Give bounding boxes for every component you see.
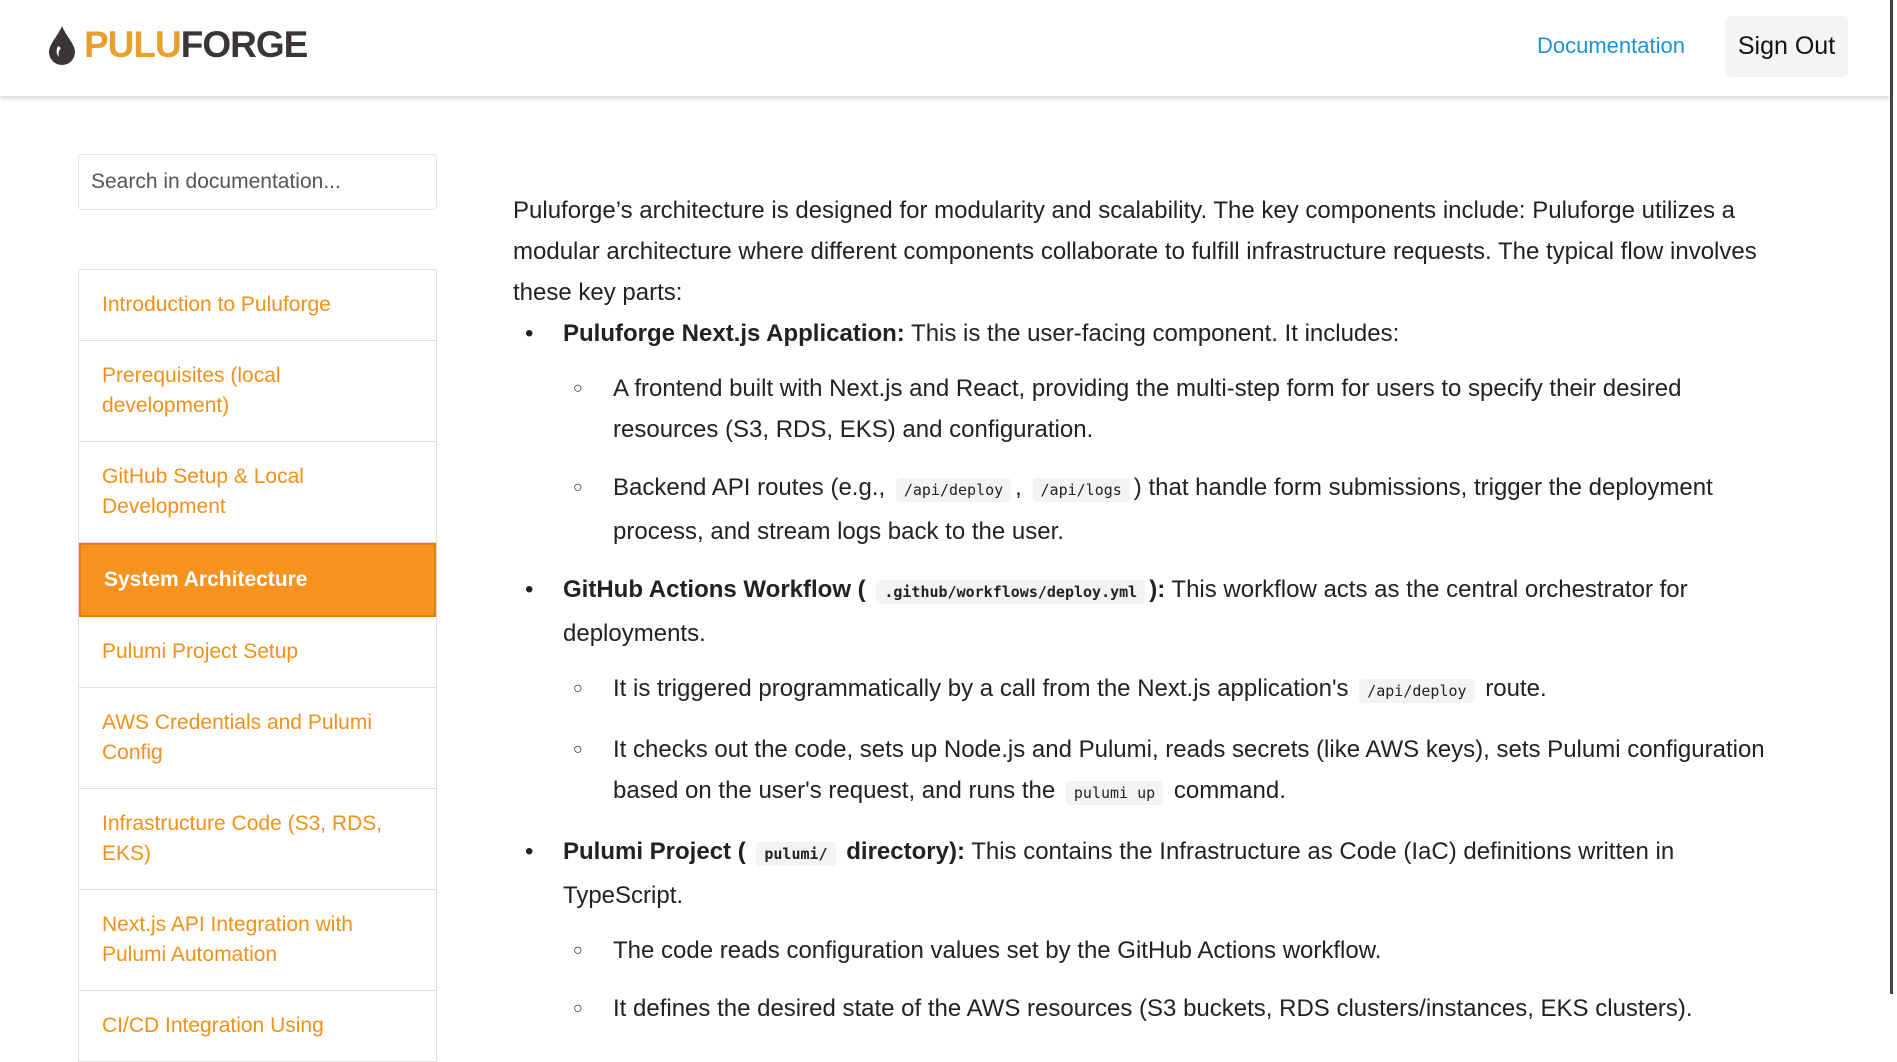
inline-code: /api/logs: [1033, 478, 1130, 502]
text: ):: [1149, 576, 1166, 603]
list-item: [563, 467, 1783, 552]
item-text: This workflow acts as the central orchestrator for deployments.: [563, 576, 1688, 647]
logo-text-pulu: PULU: [84, 24, 181, 65]
list-item: ○ The code reads configuration values set by the GitHub Actions workflow.: [563, 930, 1783, 971]
item-title: [563, 576, 1165, 603]
text: command.: [1173, 777, 1286, 804]
flame-drop-icon: [46, 24, 78, 66]
list-item: [513, 569, 1783, 814]
item-title: Puluforge Next.js Application:: [563, 320, 905, 347]
inline-code: pulumi up: [1066, 781, 1163, 805]
inline-code: pulumi/: [756, 842, 835, 866]
inline-code: .github/workflows/deploy.yml: [876, 580, 1145, 604]
text: GitHub Actions Workflow (: [563, 576, 866, 603]
item-title: [563, 838, 965, 865]
item-text: This is the user-facing component. It includes:: [904, 320, 1400, 347]
article-content: [513, 190, 1783, 1046]
sidebar-item-system-architecture[interactable]: System Architecture: [79, 543, 436, 617]
sidebar-item-prerequisites[interactable]: Prerequisites (local development): [79, 341, 436, 442]
list-item: [563, 729, 1783, 814]
inline-code: /api/deploy: [1359, 679, 1474, 703]
item-text: This contains the Infrastructure as Code (IaC) definitions written in TypeScript.: [563, 838, 1675, 909]
top-header: [0, 0, 1890, 96]
sidebar-item-nextjs-api[interactable]: Next.js API Integration with Pulumi Automation: [79, 890, 436, 991]
sidebar-item-aws-credentials[interactable]: AWS Credentials and Pulumi Config: [79, 688, 436, 789]
sidebar-item-github-setup[interactable]: GitHub Setup & Local Development: [79, 442, 436, 543]
sidebar-item-infrastructure-code[interactable]: Infrastructure Code (S3, RDS, EKS): [79, 789, 436, 890]
text: It checks out the code, sets up Node.js and Pulumi, reads secrets (like AWS keys), sets Pulumi configuration based on the user's request, and runs the: [613, 736, 1765, 804]
list-item: ○ A frontend built with Next.js and React, providing the multi-step form for users to specify their desired resources (S3, RDS, EKS) and configuration.: [563, 368, 1783, 450]
text: Backend API routes (e.g.,: [613, 474, 886, 501]
list-item: [513, 831, 1783, 1029]
list-item: ○ It defines the desired state of the AWS resources (S3 buckets, RDS clusters/instances, EKS clusters).: [563, 988, 1783, 1029]
text: directory):: [846, 838, 965, 865]
text: It is triggered programmatically by a call from the Next.js application's: [613, 675, 1349, 702]
sidebar-item-cicd[interactable]: CI/CD Integration Using: [79, 991, 436, 1062]
text: Pulumi Project (: [563, 838, 746, 865]
intro-paragraph: Puluforge’s architecture is designed for modularity and scalability. The key components include: Puluforge utilizes a modular architecture where different components collaborate to fulfill infrastructure requests. The typical flow involves these key parts:: [513, 197, 1757, 306]
scrollbar-edge: [1890, 0, 1893, 994]
list-item: [563, 668, 1783, 712]
text: route.: [1485, 675, 1547, 702]
sidebar-item-pulumi-setup[interactable]: Pulumi Project Setup: [79, 617, 436, 688]
logo[interactable]: [46, 24, 307, 66]
sidebar-item-introduction[interactable]: Introduction to Puluforge: [79, 270, 436, 341]
inline-code: /api/deploy: [896, 478, 1011, 502]
logo-text-forge: FORGE: [180, 24, 308, 65]
search-input[interactable]: [78, 154, 437, 210]
text: ,: [1015, 474, 1022, 501]
documentation-link[interactable]: Documentation: [1537, 33, 1685, 58]
sidebar-nav: [78, 269, 437, 1062]
list-item: [513, 313, 1783, 552]
text: ) that handle form submissions, trigger the deployment process, and stream logs back to the user.: [613, 474, 1713, 545]
sign-out-button[interactable]: Sign Out: [1725, 16, 1848, 77]
